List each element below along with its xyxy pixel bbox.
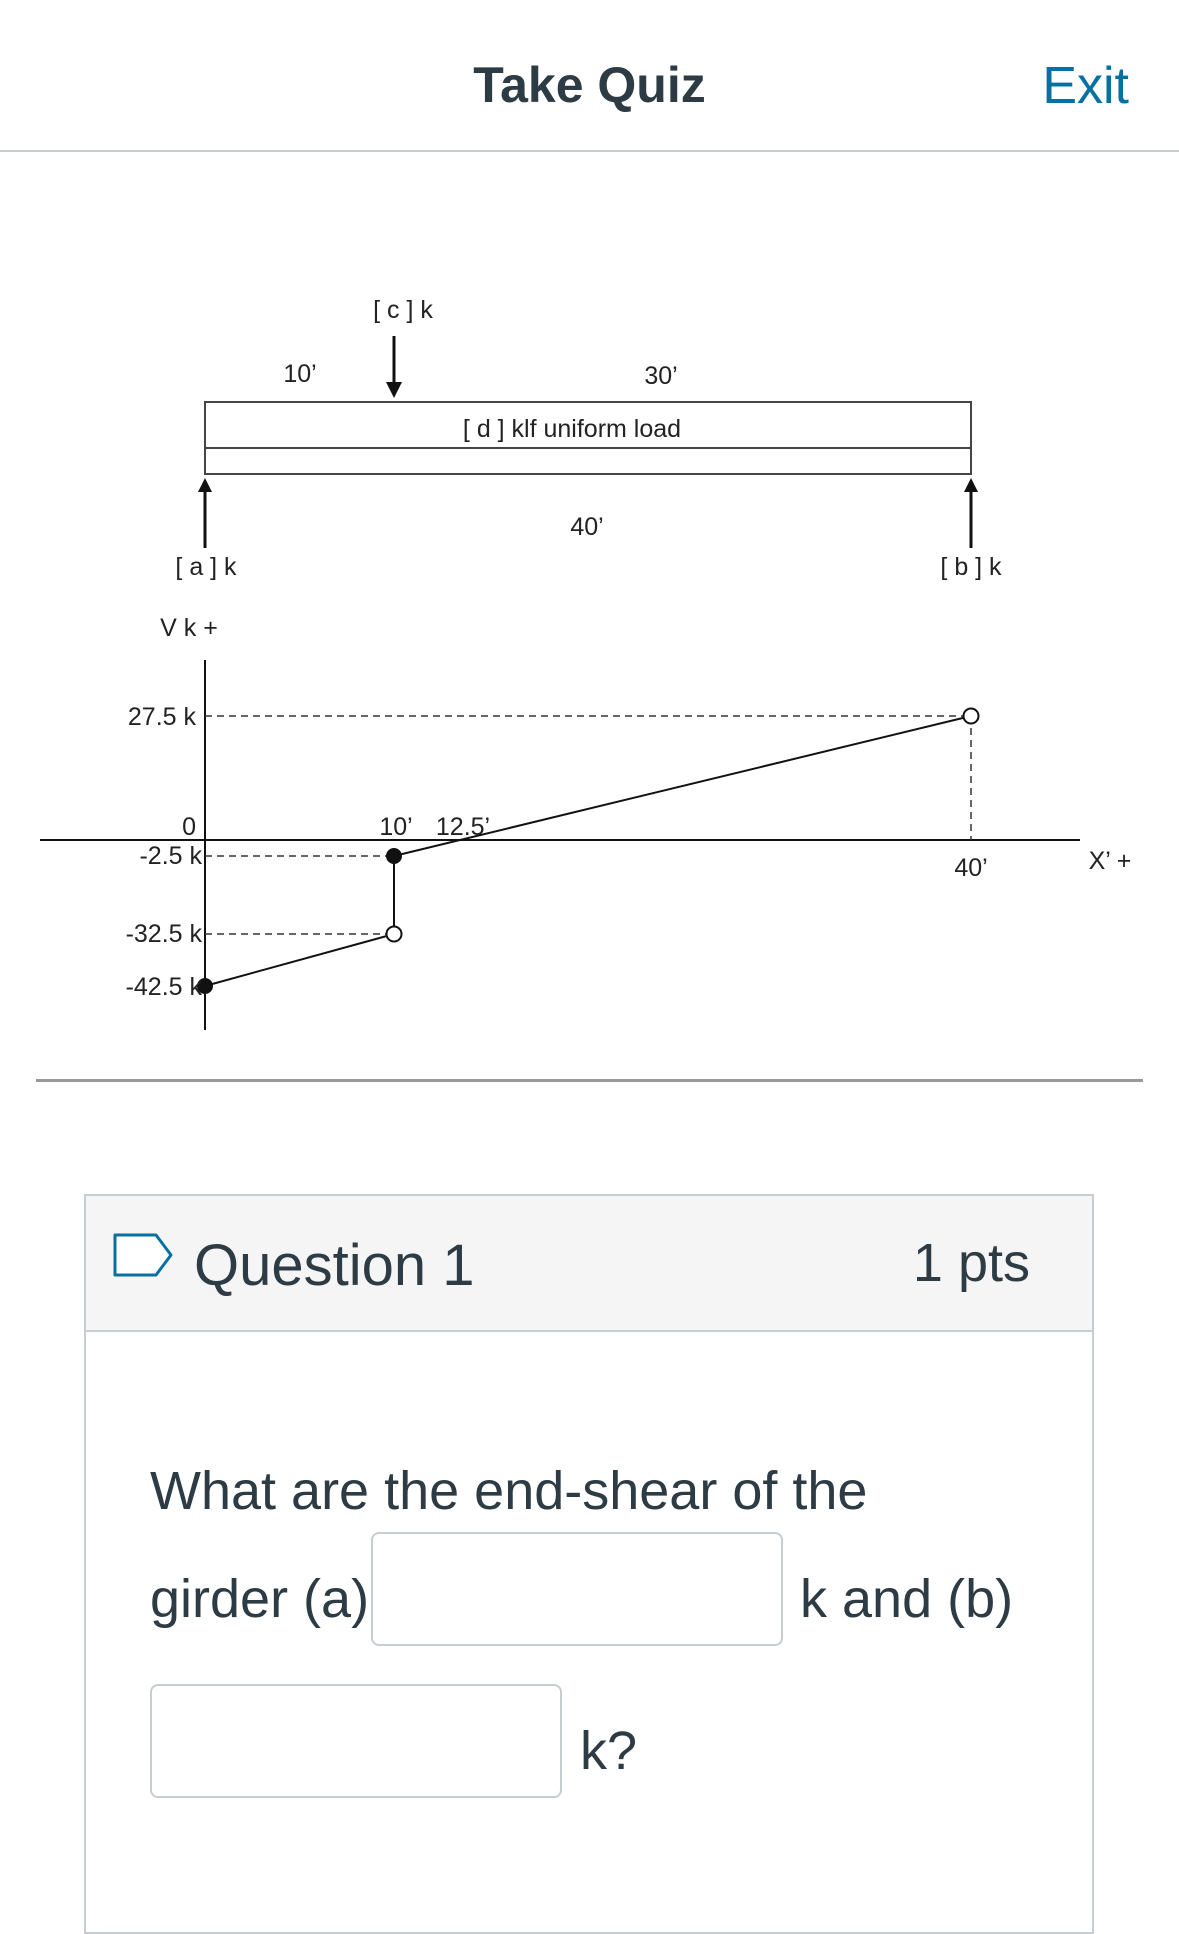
x-40-label: 40’ xyxy=(954,854,988,882)
question-points: 1 pts xyxy=(912,1233,1030,1293)
span-total-label: 40’ xyxy=(570,513,604,541)
question-text-and-b: k and (b) xyxy=(800,1569,1014,1629)
x-12-5-label: 12.5’ xyxy=(435,813,491,841)
beam-shear-figure xyxy=(0,152,1179,1092)
question-card xyxy=(84,1194,1094,1934)
down-arrow-icon xyxy=(386,336,402,398)
uniform-load-label: [ d ] klf uniform load xyxy=(462,415,682,443)
v-neg-42-5-label: -42.5 k xyxy=(125,973,202,1001)
v-neg-32-5-label: -32.5 k xyxy=(125,920,202,948)
divider xyxy=(36,1079,1143,1082)
span-right-label: 30’ xyxy=(644,362,678,390)
reaction-a-label: [ a ] k xyxy=(175,553,237,581)
question-text-k-end: k? xyxy=(580,1721,638,1781)
point-x10-neg-2-5 xyxy=(386,848,402,864)
page-title: Take Quiz xyxy=(473,57,706,113)
point-x40-27-5 xyxy=(964,709,979,724)
span-left-label: 10’ xyxy=(283,360,317,388)
question-text-line1: What are the end-shear of the xyxy=(150,1461,868,1521)
exit-link[interactable]: Exit xyxy=(1042,57,1129,115)
beam-shear-diagram xyxy=(0,152,1179,1092)
question-header xyxy=(86,1196,1092,1332)
bookmark-icon[interactable] xyxy=(112,1232,174,1278)
up-arrow-icon xyxy=(198,478,212,548)
point-x10-neg-32-5 xyxy=(387,927,402,942)
v-axis-label: V k + xyxy=(160,614,218,642)
dashed-guides xyxy=(205,716,971,934)
shear-curve xyxy=(205,716,971,986)
load-c-label: [ c ] k xyxy=(373,296,433,324)
zero-label: 0 xyxy=(182,813,196,841)
question-title: Question 1 xyxy=(194,1233,475,1298)
reaction-b-label: [ b ] k xyxy=(940,553,1002,581)
x-10-label: 10’ xyxy=(379,813,413,841)
up-arrow-icon xyxy=(964,478,978,548)
question-text-girder: girder (a) xyxy=(150,1569,370,1629)
quiz-header xyxy=(0,0,1179,152)
v-neg-2-5-label: -2.5 k xyxy=(139,842,202,870)
v-27-5-label: 27.5 k xyxy=(127,703,196,731)
answer-a-input[interactable] xyxy=(371,1532,783,1646)
x-axis-label: X’ + xyxy=(1088,847,1132,875)
answer-b-input[interactable] xyxy=(150,1684,562,1798)
